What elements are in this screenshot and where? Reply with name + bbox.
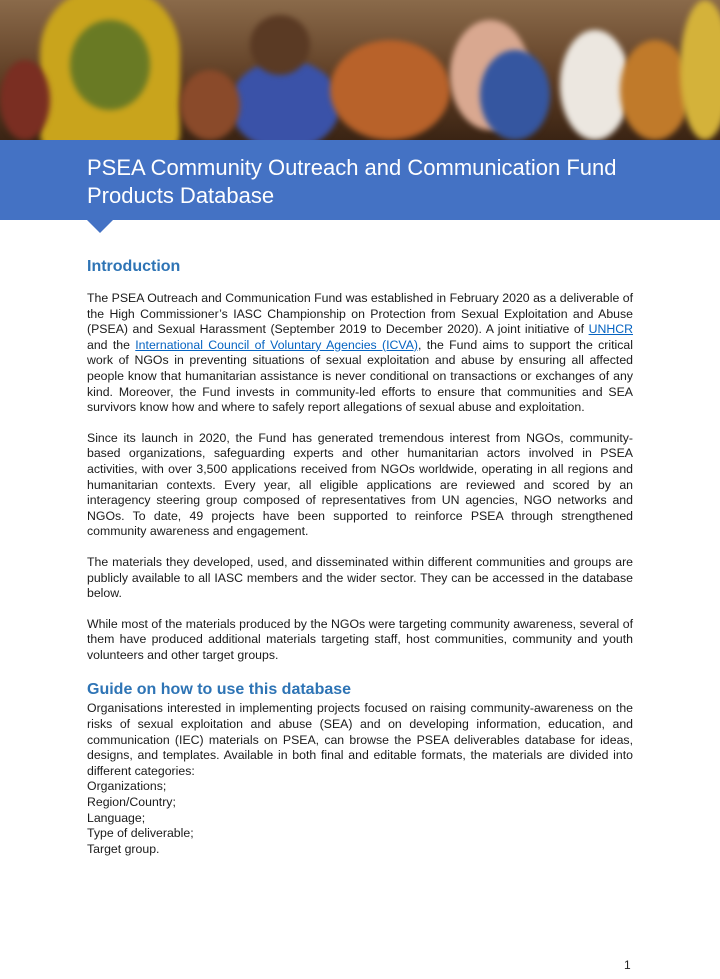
introduction-heading: Introduction [87, 258, 181, 275]
category-item: Organizations; [87, 779, 167, 794]
guide-paragraph: Organisations interested in implementing projects focused on raising community-awareness on the risks of sexual exploitation and abuse (SEA) and on developing information, education, and communication (IEC) materials on PSEA, can browse the PSEA deliverables database for ideas, designs, and templates. Available in both final and editable formats, the materials are divided into different categories: [87, 701, 633, 778]
guide-heading: Guide on how to use this database [87, 681, 352, 699]
category-list [87, 779, 633, 857]
main-content [87, 256, 633, 857]
intro-p1-text-a: The PSEA Outreach and Communication Fund was established in February 2020 as a deliverable of the High Commissioner’s IASC Championship on Protection from Sexual Exploitation and Abuse (PSEA) and Sexual Harassment (September 2019 to December 2020). A joint initiative of [87, 291, 633, 337]
banner-pointer [87, 220, 113, 233]
intro-p1-text-c: , the Fund aims to support the critical work of NGOs in preventing situations of sexual exploitation and abuse by ensuring all affected people know that humanitarian assistance is never conditional on transactions or exchanges of any kind. Moreover, the Fund invests in community-led efforts to ensure that communities and SEA survivors know how and where to safely report allegations of sexual abuse and exploitation. [87, 337, 633, 415]
intro-paragraph-2: Since its launch in 2020, the Fund has generated tremendous interest from NGOs, community-based organizations, safeguarding experts and other humanitarian actors involved in PSEA activities, with over 3,500 applications received from NGOs worldwide, operating in all regions and humanitarian contexts. Every year, all eligible applications are reviewed and scored by an interagency steering group composed of representatives from UN agencies, NGO networks and NGOs. To date, 49 projects have been supported to reinforce PSEA through strengthened community awareness and engagement. [87, 430, 633, 539]
icva-link[interactable]: International Council of Voluntary Agencies (ICVA) [135, 337, 418, 352]
page-title: PSEA Community Outreach and Communication Fund Products Database [87, 155, 617, 208]
category-item: Target group. [87, 841, 160, 856]
page-number: 1 [624, 958, 631, 972]
intro-paragraph-4: While most of the materials produced by the NGOs were targeting community awareness, several of them have produced additional materials targeting staff, host communities, community and youth volunteers and other target groups. [87, 616, 633, 662]
category-item: Type of deliverable; [87, 826, 194, 841]
category-item: Language; [87, 810, 146, 825]
title-banner [0, 140, 720, 220]
intro-paragraph-1 [87, 291, 633, 416]
intro-paragraph-3: The materials they developed, used, and disseminated within different communities and groups are publicly available to all IASC members and the wider sector. They can be accessed in the database below. [87, 554, 633, 601]
intro-p1-text-b: and the [87, 337, 136, 352]
category-item: Region/Country; [87, 795, 176, 810]
header-photo [0, 0, 720, 140]
unhcr-link[interactable]: UNHCR [588, 322, 633, 337]
